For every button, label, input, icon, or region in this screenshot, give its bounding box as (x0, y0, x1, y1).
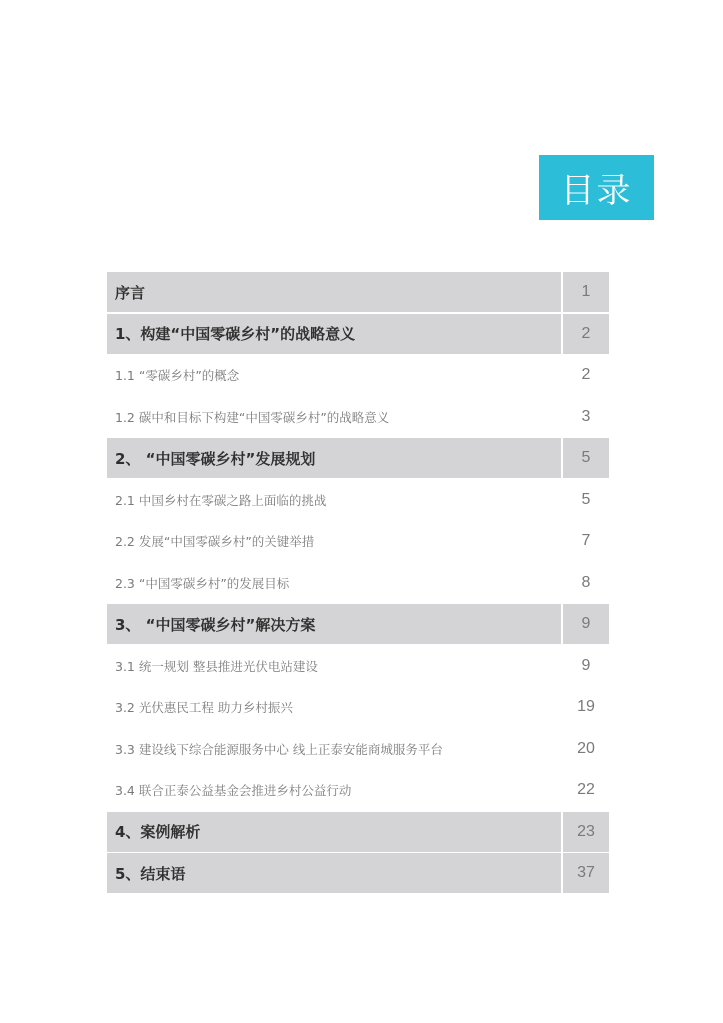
toc-entry-label: 2.2 发展“中国零碳乡村”的关键举措 (107, 521, 561, 561)
toc-entry-label: 5、结束语 (107, 853, 561, 893)
toc-page-number: 3 (563, 397, 609, 437)
toc-row[interactable] (107, 687, 609, 727)
toc-row[interactable] (107, 272, 609, 312)
toc-row[interactable] (107, 480, 609, 520)
toc-row[interactable] (107, 355, 609, 395)
toc-page-number: 20 (563, 729, 609, 769)
toc-page-number: 19 (563, 687, 609, 727)
toc-entry-label: 2.3 “中国零碳乡村”的发展目标 (107, 563, 561, 603)
toc-row[interactable] (107, 438, 609, 478)
toc-page-number: 23 (563, 812, 609, 852)
toc-page-number: 9 (563, 604, 609, 644)
toc-row[interactable] (107, 646, 609, 686)
toc-row[interactable] (107, 314, 609, 354)
toc-row[interactable] (107, 812, 609, 852)
toc-entry-label: 3、 “中国零碳乡村”解决方案 (107, 604, 561, 644)
toc-page-number: 2 (563, 314, 609, 354)
toc-entry-label: 3.3 建设线下综合能源服务中心 线上正泰安能商城服务平台 (107, 729, 561, 769)
toc-page-number: 8 (563, 563, 609, 603)
toc-entry-label: 3.2 光伏惠民工程 助力乡村振兴 (107, 687, 561, 727)
toc-page-number: 1 (563, 272, 609, 312)
table-of-contents (107, 272, 609, 895)
toc-title: 目录 (539, 155, 654, 220)
toc-entry-label: 4、案例解析 (107, 812, 561, 852)
toc-row[interactable] (107, 853, 609, 893)
toc-page-number: 22 (563, 770, 609, 810)
toc-row[interactable] (107, 563, 609, 603)
toc-entry-label: 序言 (107, 272, 561, 312)
toc-entry-label: 3.1 统一规划 整县推进光伏电站建设 (107, 646, 561, 686)
toc-page-number: 5 (563, 438, 609, 478)
toc-row[interactable] (107, 770, 609, 810)
toc-entry-label: 2、 “中国零碳乡村”发展规划 (107, 438, 561, 478)
toc-row[interactable] (107, 729, 609, 769)
toc-page-number: 37 (563, 853, 609, 893)
toc-entry-label: 2.1 中国乡村在零碳之路上面临的挑战 (107, 480, 561, 520)
toc-entry-label: 1.1 “零碳乡村”的概念 (107, 355, 561, 395)
toc-page-number: 5 (563, 480, 609, 520)
toc-row[interactable] (107, 521, 609, 561)
toc-row[interactable] (107, 397, 609, 437)
toc-page-number: 9 (563, 646, 609, 686)
toc-page-number: 2 (563, 355, 609, 395)
toc-entry-label: 1、构建“中国零碳乡村”的战略意义 (107, 314, 561, 354)
toc-page-number: 7 (563, 521, 609, 561)
toc-entry-label: 3.4 联合正泰公益基金会推进乡村公益行动 (107, 770, 561, 810)
toc-entry-label: 1.2 碳中和目标下构建“中国零碳乡村”的战略意义 (107, 397, 561, 437)
toc-row[interactable] (107, 604, 609, 644)
